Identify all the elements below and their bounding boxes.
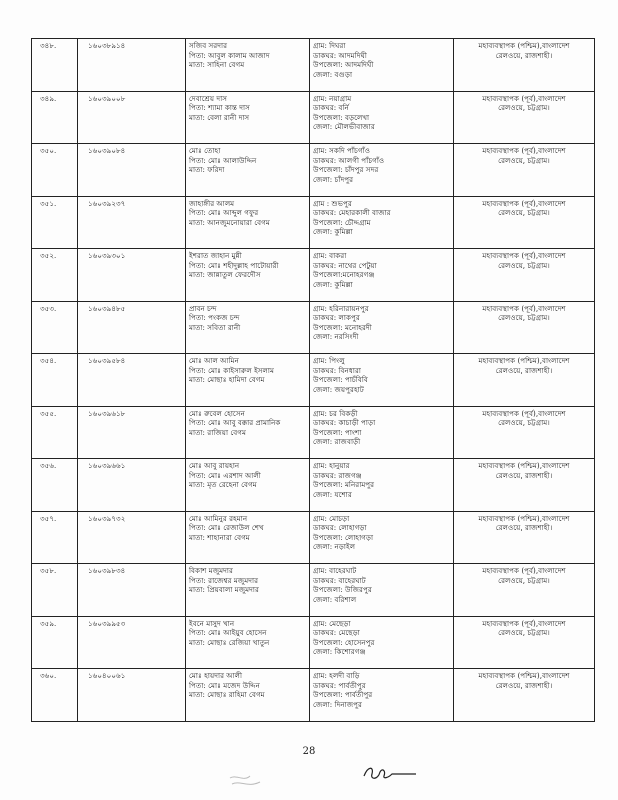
address-line: জেলা: কুমিল্লা (313, 227, 353, 237)
address-line: উপজেলা: লোহাগড়া (313, 532, 374, 542)
serial-number: ৩৫২. (40, 251, 57, 260)
serial-number: ৩৪৮. (40, 41, 57, 50)
candidate-cell (186, 669, 310, 722)
address-line: গ্রাম: সকদি পাঁচগাঁও (313, 146, 370, 155)
address-line: ডাকঘর: কাচাড়ী পাড়া (313, 418, 376, 428)
serial-number: ৩৫৪. (40, 356, 57, 365)
roll-cell (78, 144, 186, 197)
candidate-name: প্রাবন চন্দ (189, 303, 217, 313)
address-line: ডাকঘর: নাথের পেটুয়া (313, 260, 377, 270)
posting-line: মহাব্যবস্থাপক (পূর্ব),বাংলাদেশ (482, 146, 566, 155)
posting-line: মহাব্যবস্থাপক (পূর্ব),বাংলাদেশ (482, 408, 566, 418)
roll-cell (78, 406, 186, 459)
faint-stamp-mark (226, 770, 266, 792)
address-cell (310, 91, 454, 144)
address-cell (310, 196, 454, 249)
roll-cell (78, 249, 186, 302)
posting-cell (454, 511, 595, 564)
candidate-cell (186, 354, 310, 407)
father-name: পিতা: আবুল কালাম আজাদ (189, 50, 270, 60)
address-line: গ্রাম: বাকরা (313, 251, 347, 260)
posting-cell (454, 196, 595, 249)
serial-cell (32, 616, 78, 669)
serial-cell (32, 511, 78, 564)
address-cell (310, 406, 454, 459)
posting-line: মহাব্যবস্থাপক (পশ্চিম),বাংলাদেশ (478, 513, 570, 523)
posting-line: রেলওয়ে, চট্টগ্রাম। (498, 155, 550, 165)
roll-number: ১৬০৩৯৮৩৪ (88, 566, 126, 575)
roll-cell (78, 196, 186, 249)
address-cell (310, 459, 454, 512)
address-line: গ্রাম : শুভপুর (313, 198, 352, 208)
serial-cell (32, 249, 78, 302)
candidate-name: মোঃ তোহা (189, 146, 221, 155)
roll-number: ১৬০৩৯৪৮৫ (88, 303, 126, 313)
candidate-cell (186, 91, 310, 144)
father-name: পিতা: শ্যামা কান্ত দাস (189, 103, 250, 113)
address-line: উপজেলা: হোসেনপুর (313, 637, 375, 647)
posting-line: রেলওয়ে, রাজশাহী। (495, 470, 553, 480)
address-line: গ্রাম: দিঘরা (313, 41, 346, 50)
candidate-name: ইশরাত জাহান মুন্নী (189, 251, 242, 260)
posting-line: রেলওয়ে, চট্টগ্রাম। (498, 418, 550, 428)
candidate-cell (186, 301, 310, 354)
address-line: ডাকঘর: আলগী পাঁচগাঁও (313, 155, 385, 165)
candidate-cell (186, 39, 310, 92)
address-line: ডাকঘর: বর্নি (313, 103, 349, 113)
candidate-name: মোঃ আবু রায়হান (189, 461, 240, 470)
address-line: ডাকঘর: লোহাগড়া (313, 523, 367, 533)
serial-cell (32, 39, 78, 92)
mother-name: মাতা: মোছাঃ রাহিমা বেগম (189, 690, 265, 700)
table-row (32, 511, 595, 564)
roll-number: ১৬০৪০০৬১ (88, 671, 126, 680)
serial-number: ৩৪৯. (40, 93, 57, 103)
roll-number: ১৬০৩৯০৮৪ (88, 146, 126, 155)
mother-name: মাতা: প্রিয়বালা মজুমদার (189, 585, 259, 595)
candidate-name: মোঃ রুবেল হোসেন (189, 408, 245, 418)
candidate-cell (186, 511, 310, 564)
posting-line: রেলওয়ে, রাজশাহী। (495, 50, 553, 60)
candidate-table-body (32, 39, 595, 722)
candidate-name: মোঃ হায়দার আলী (189, 671, 243, 680)
address-line: গ্রাম: নয়াগ্রাম (313, 93, 352, 103)
address-line: গ্রাম: বাহেরঘাট (313, 566, 357, 575)
serial-cell (32, 406, 78, 459)
posting-line: রেলওয়ে, চট্টগ্রাম। (498, 575, 550, 585)
posting-line: মহাব্যবস্থাপক (পূর্ব),বাংলাদেশ (482, 251, 566, 260)
serial-cell (32, 354, 78, 407)
address-line: উপজেলা: পাংশা (313, 427, 362, 437)
serial-cell (32, 669, 78, 722)
address-line: গ্রাম: মোচড়া (313, 513, 350, 523)
posting-line: মহাব্যবস্থাপক (পশ্চিম),বাংলাদেশ (478, 461, 570, 470)
address-line: জেলা: বগুড়া (313, 69, 353, 79)
address-line: ডাকঘর: রাজগঞ্জ (313, 470, 362, 480)
address-line: গ্রাম: হলদী বাড়ি (313, 671, 360, 680)
table-row (32, 406, 595, 459)
address-line: উপজেলা: বড়লেখা (313, 112, 370, 122)
serial-number: ৩৫৬. (40, 461, 57, 470)
address-line: উপজেলা:মনোহরগঞ্জ (313, 270, 375, 280)
address-line: উপজেলা: আদমদিঘী (313, 60, 374, 70)
candidate-cell (186, 249, 310, 302)
roll-number: ১৬০৩৯৯৫৩ (88, 618, 126, 628)
address-cell (310, 564, 454, 617)
posting-cell (454, 616, 595, 669)
father-name: পিতা: মোঃ মজেদ উদ্দিন (189, 680, 260, 690)
address-line: ডাকঘর: বিনধারা (313, 365, 361, 375)
address-line: জেলা: জয়পুরহাট (313, 384, 364, 394)
candidate-name: সজিব সরদার (189, 41, 228, 50)
posting-line: মহাব্যবস্থাপক (পশ্চিম),বাংলাদেশ (478, 356, 570, 365)
posting-line: রেলওয়ে, চট্টগ্রাম। (498, 208, 550, 218)
address-line: জেলা: নড়াইল (313, 542, 356, 552)
posting-line: রেলওয়ে, চট্টগ্রাম। (498, 260, 550, 270)
roll-number: ১৬০৩৯০০৮ (88, 93, 126, 103)
address-line: উপজেলা: পার্বতীপুর (313, 690, 373, 700)
roll-number: ১৬০৩৯৬১৮ (88, 408, 126, 418)
mother-name: মাতা: মোছাঃ হামিদা বেগম (189, 375, 265, 385)
mother-name: মাতা: বেলা রানী দাস (189, 112, 250, 122)
table-row (32, 669, 595, 722)
posting-line: রেলওয়ে, চট্টগ্রাম। (498, 628, 550, 638)
posting-line: মহাব্যবস্থাপক (পূর্ব),বাংলাদেশ (482, 303, 566, 313)
roll-cell (78, 354, 186, 407)
serial-cell (32, 301, 78, 354)
table-row (32, 354, 595, 407)
address-line: জেলা: যশোর (313, 489, 352, 499)
father-name: পিতা: মোঃ আইয়ুব হোসেন (189, 628, 267, 638)
candidate-cell (186, 616, 310, 669)
mother-name: মাতা: মোছাঃ রেজিয়া খাতুন (189, 637, 270, 647)
posting-cell (454, 249, 595, 302)
address-line: গ্রাম: হানুয়ার (313, 461, 350, 470)
roll-cell (78, 39, 186, 92)
roll-cell (78, 616, 186, 669)
candidate-cell (186, 564, 310, 617)
roll-number: ১৬০৩৯৩০১ (88, 251, 126, 260)
address-line: উপজেলা: চৌদ্দগ্রাম (313, 217, 371, 227)
posting-line: রেলওয়ে, রাজশাহী। (495, 680, 553, 690)
table-row (32, 196, 595, 249)
roll-cell (78, 669, 186, 722)
address-line: জেলা: দিনাজপুর (313, 699, 362, 709)
serial-number: ৩৫৫. (40, 408, 57, 418)
father-name: পিতা: মোঃ রেজাউল শেখ (189, 523, 264, 533)
candidate-name: জাহাঙ্গীর আলম (189, 198, 235, 208)
roll-number: ১৬০৩৮৯১৪ (88, 41, 126, 50)
address-line: গ্রাম: পিংলু (313, 356, 345, 365)
roll-cell (78, 459, 186, 512)
father-name: পিতা: মোঃ শহীদুল্লাহ পাটোয়ারী (189, 260, 279, 270)
serial-number: ৩৫৮. (40, 566, 57, 575)
serial-cell (32, 564, 78, 617)
father-name: পিতা: পংকজ চন্দ (189, 313, 240, 323)
address-cell (310, 301, 454, 354)
posting-line: মহাব্যবস্থাপক (পূর্ব),বাংলাদেশ (482, 93, 566, 103)
address-cell (310, 354, 454, 407)
address-line: গ্রাম: চর বিকড়ী (313, 408, 358, 418)
table-row (32, 39, 595, 92)
address-line: জেলা: চাঁদপুর (313, 174, 354, 184)
mother-name: মাতা: মৃত রেহেনা বেগম (189, 480, 257, 490)
roll-number: ১৬০৩৯৭৩২ (88, 513, 126, 523)
posting-line: মহাব্যবস্থাপক (পূর্ব),বাংলাদেশ (482, 566, 566, 575)
mother-name: মাতা: শাহানারা বেগম (189, 532, 250, 542)
table-row (32, 249, 595, 302)
serial-number: ৩৬০. (40, 671, 57, 680)
posting-line: মহাব্যবস্থাপক (পূর্ব),বাংলাদেশ (482, 198, 566, 208)
address-cell (310, 249, 454, 302)
roll-cell (78, 511, 186, 564)
mother-name: মাতা: সবিতা রানী (189, 322, 241, 332)
posting-cell (454, 354, 595, 407)
address-cell (310, 616, 454, 669)
address-line: ডাকঘর: আদমদিঘী (313, 50, 367, 60)
address-line: গ্রাম: হরিনারায়নপুর (313, 303, 369, 313)
posting-line: মহাব্যবস্থাপক (পশ্চিম),বাংলাদেশ (478, 41, 570, 50)
address-line: জেলা: মৌলভীবাজার (313, 122, 375, 132)
candidate-table (31, 38, 595, 722)
posting-cell (454, 669, 595, 722)
mother-name: মাতা: ফরিদা (189, 165, 225, 175)
address-cell (310, 144, 454, 197)
serial-number: ৩৫৩. (40, 303, 57, 313)
address-line: ডাকঘর: পার্বতীপুর (313, 680, 366, 690)
mother-name: মাতা: জান্নাতুল ফেরদৌস (189, 270, 261, 280)
serial-number: ৩৫৭. (40, 513, 57, 523)
serial-cell (32, 459, 78, 512)
roll-number: ১৬০৩৯৫৮৪ (88, 356, 126, 365)
posting-line: মহাব্যবস্থাপক (পূর্ব),বাংলাদেশ (482, 618, 566, 628)
mother-name: মাতা: সাহিনা বেগম (189, 60, 245, 70)
posting-cell (454, 39, 595, 92)
mother-name: মাতা: রাজিয়া বেগম (189, 427, 247, 437)
address-line: উপজেলা: মনিরামপুর (313, 480, 375, 490)
father-name: পিতা: মোঃ আলাউদ্দিন (189, 155, 257, 165)
candidate-cell (186, 144, 310, 197)
posting-cell (454, 459, 595, 512)
address-line: জেলা: কিশোরগঞ্জ (313, 647, 366, 657)
posting-cell (454, 301, 595, 354)
address-line: ডাকঘর: মেছেড়া (313, 628, 360, 638)
posting-cell (454, 406, 595, 459)
candidate-name: বিকাশ মজুমদার (189, 566, 233, 575)
candidate-name: ইবনে মাসুদ খান (189, 618, 235, 628)
father-name: পিতা: মোঃ আব্দুল গফুর (189, 208, 259, 218)
candidate-cell (186, 406, 310, 459)
serial-number: ৩৫৯. (40, 618, 57, 628)
candidate-cell (186, 459, 310, 512)
serial-cell (32, 144, 78, 197)
candidate-name: মোঃ আমিনুর রহমান (189, 513, 248, 523)
roll-cell (78, 91, 186, 144)
father-name: পিতা: মোঃ আবু বক্কার প্রামানিক (189, 418, 281, 428)
posting-line: রেলওয়ে, চট্টগ্রাম। (498, 103, 550, 113)
table-row (32, 616, 595, 669)
address-line: জেলা: নরসিংদী (313, 332, 359, 342)
candidate-name: মোঃ আল আমিন (189, 356, 239, 365)
father-name: পিতা: মোঃ কাইসারুল ইসলাম (189, 365, 274, 375)
father-name: পিতা: মোঃ এরশাদ আলী (189, 470, 261, 480)
address-line: ডাকঘর: মেহারকালী বাজার (313, 208, 391, 218)
roll-number: ১৬০৩৯২৩৭ (88, 198, 126, 208)
serial-cell (32, 91, 78, 144)
address-line: গ্রাম: মেছেড়া (313, 618, 351, 628)
serial-cell (32, 196, 78, 249)
mother-name: মাতা: আনজুমনোয়ারা বেগম (189, 217, 270, 227)
address-line: উপজেলা: উজিরপুর (313, 585, 372, 595)
signature-mark (360, 762, 420, 786)
posting-cell (454, 144, 595, 197)
address-line: ডাকঘর: লাকপুর (313, 313, 360, 323)
page-number: 28 (302, 746, 316, 757)
posting-line: মহাব্যবস্থাপক (পশ্চিম),বাংলাদেশ (478, 671, 570, 680)
serial-number: ৩৫০. (40, 146, 57, 155)
address-cell (310, 511, 454, 564)
serial-number: ৩৫১. (40, 198, 57, 208)
posting-cell (454, 91, 595, 144)
table-row (32, 564, 595, 617)
address-line: জেলা: বরিশাল (313, 594, 357, 604)
roll-cell (78, 301, 186, 354)
candidate-cell (186, 196, 310, 249)
address-line: ডাকঘর: বাহেরঘাট (313, 575, 366, 585)
address-line: উপজেলা: পাচঁবিবি (313, 375, 368, 385)
address-cell (310, 669, 454, 722)
address-line: উপজেলা: মনোহরদী (313, 322, 372, 332)
roll-number: ১৬০৩৯৬৬১ (88, 461, 126, 470)
candidate-name: দেবাশ্রেয় দাস (189, 93, 228, 103)
posting-cell (454, 564, 595, 617)
table-row (32, 459, 595, 512)
roll-cell (78, 564, 186, 617)
table-row (32, 144, 595, 197)
address-line: জেলা: রাজবাড়ী (313, 437, 361, 447)
father-name: পিতা: রাজেশ্বর মজুমদার (189, 575, 259, 585)
address-line: উপজেলা: চাঁদপুর সদর (313, 165, 379, 175)
posting-line: রেলওয়ে, রাজশাহী। (495, 365, 553, 375)
address-cell (310, 39, 454, 92)
posting-line: রেলওয়ে, চট্টগ্রাম। (498, 313, 550, 323)
table-row (32, 91, 595, 144)
address-line: জেলা: কুমিল্লা (313, 279, 353, 289)
table-row (32, 301, 595, 354)
posting-line: রেলওয়ে, রাজশাহী। (495, 523, 553, 533)
